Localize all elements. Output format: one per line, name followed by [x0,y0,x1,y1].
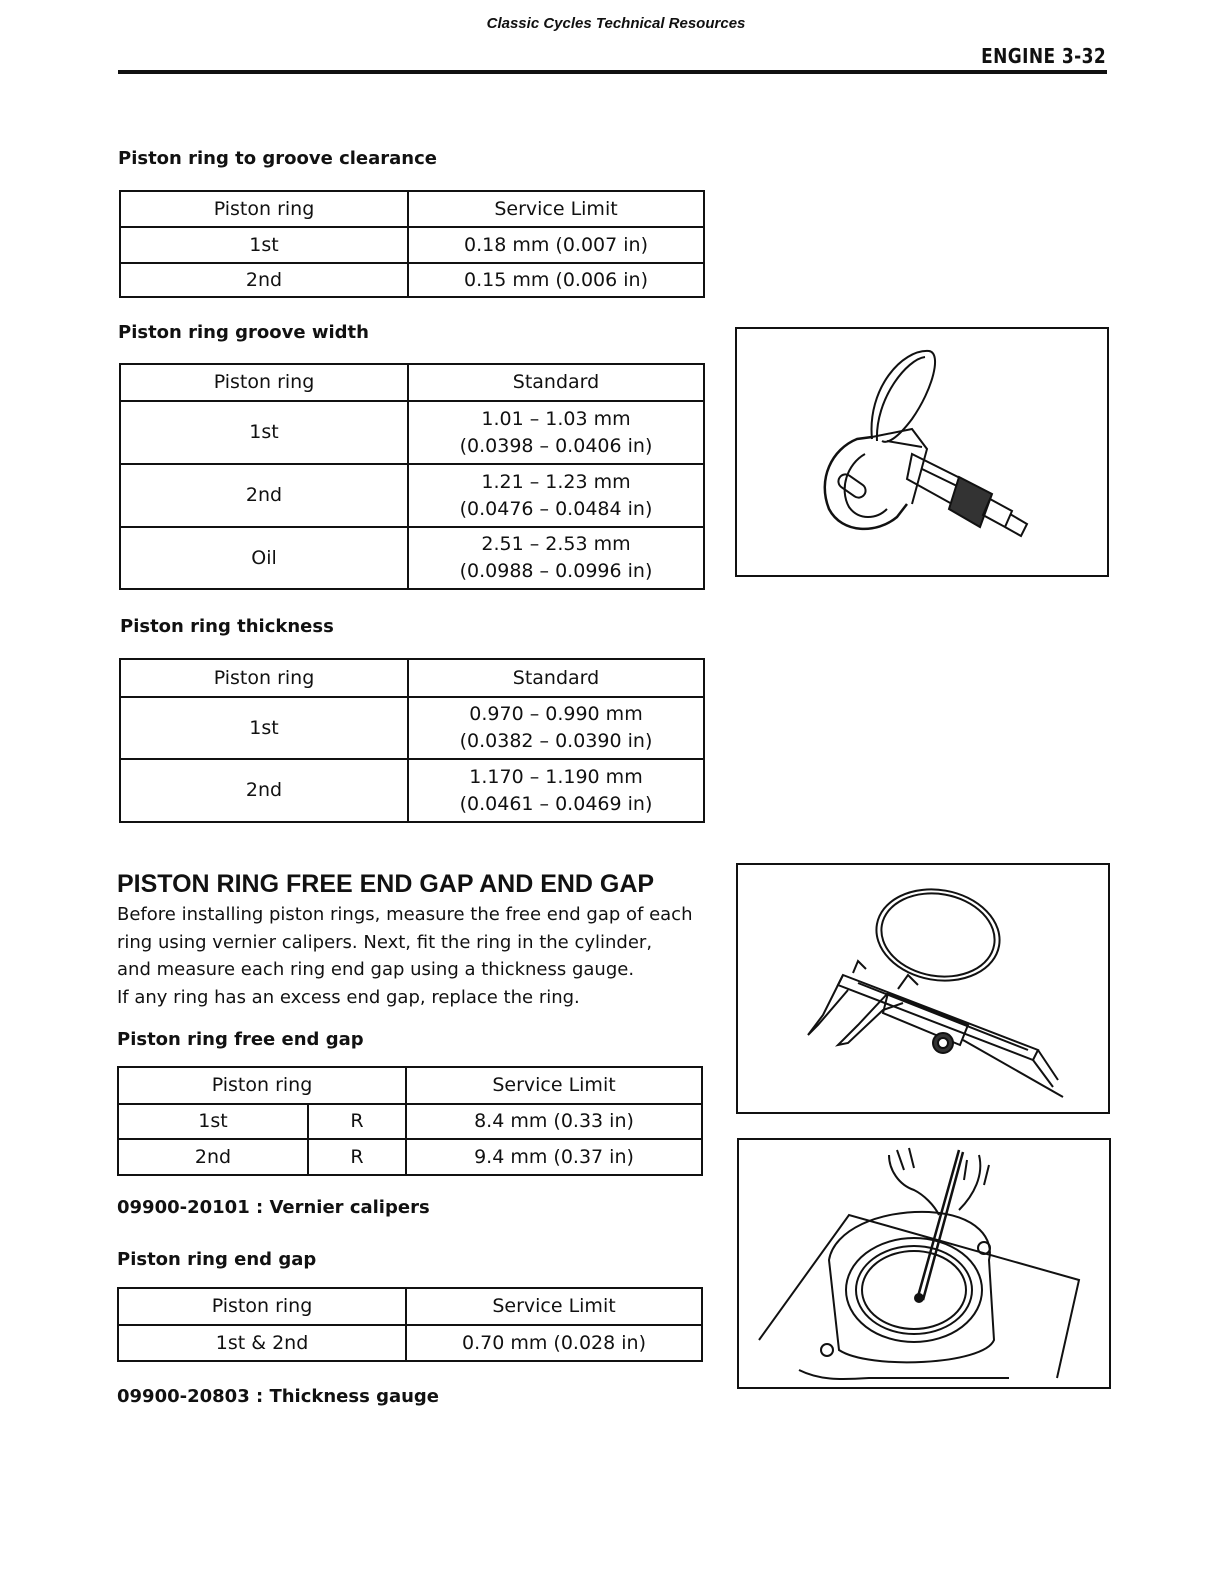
col-header-piston-ring: Piston ring [118,1288,406,1325]
section-page-number: ENGINE 3-32 [980,44,1106,68]
value-cell: 0.70 mm (0.028 in) [406,1325,702,1361]
paragraph-line: and measure each ring end gap using a thickness gauge. [117,959,635,980]
ring-cell: 2nd [118,1139,308,1175]
groove-clearance-label: Piston ring to groove clearance [118,148,437,169]
mark-cell: R [308,1104,406,1139]
ring-cell: 1st [118,1104,308,1139]
thickness-table [119,658,705,823]
col-header-piston-ring: Piston ring [120,364,408,401]
ring-cell: 2nd [120,464,408,527]
ring-cell: Oil [120,527,408,589]
value-cell [408,759,704,822]
vernier-calipers-illustration [738,865,1108,1112]
value-cell: 0.18 mm (0.007 in) [408,227,704,263]
value-cell [408,464,704,527]
value-cell: 8.4 mm (0.33 in) [406,1104,702,1139]
micrometer-illustration [737,329,1107,575]
table-row [118,1325,702,1361]
table-row [120,401,704,464]
ring-cell: 1st [120,401,408,464]
end-gap-table [117,1287,703,1362]
value-cell: 9.4 mm (0.37 in) [406,1139,702,1175]
table-row [118,1139,702,1175]
value-in: (0.0476 – 0.0484 in) [459,497,653,520]
table-row [120,227,704,263]
section-paragraph [117,901,717,1011]
value-mm: 1.21 – 1.23 mm [481,470,631,493]
col-header-service-limit: Service Limit [406,1288,702,1325]
section-heading: PISTON RING FREE END GAP AND END GAP [117,870,655,898]
groove-clearance-table [119,190,705,298]
ring-cell: 1st & 2nd [118,1325,406,1361]
value-mm: 1.170 – 1.190 mm [469,765,643,788]
col-header-standard: Standard [408,364,704,401]
mark-cell: R [308,1139,406,1175]
thickness-gauge-figure [737,1138,1111,1389]
table-row [120,263,704,297]
paragraph-line: Before installing piston rings, measure the free end gap of each [117,904,693,925]
paragraph-line: If any ring has an excess end gap, replace the ring. [117,986,580,1008]
thickness-gauge-tool-number: 09900-20803 : Thickness gauge [117,1386,440,1407]
value-in: (0.0988 – 0.0996 in) [459,560,653,582]
ring-cell: 2nd [120,263,408,297]
free-end-gap-label: Piston ring free end gap [117,1029,364,1050]
col-header-piston-ring: Piston ring [120,659,408,697]
col-header-piston-ring: Piston ring [120,191,408,227]
col-header-piston-ring: Piston ring [118,1067,406,1104]
table-row [118,1104,702,1139]
table-row [120,697,704,759]
value-cell [408,401,704,464]
groove-width-label: Piston ring groove width [118,322,369,343]
paragraph-line: ring using vernier calipers. Next, fit the ring in the cylinder, [117,931,653,953]
vernier-tool-number: 09900-20101 : Vernier calipers [117,1197,430,1218]
table-row [120,464,704,527]
value-in: (0.0382 – 0.0390 in) [459,730,653,752]
value-mm: 2.51 – 2.53 mm [481,533,631,555]
table-row [120,759,704,822]
ring-cell: 1st [120,697,408,759]
value-cell: 0.15 mm (0.006 in) [408,263,704,297]
value-in: (0.0398 – 0.0406 in) [459,434,653,457]
ring-cell: 1st [120,227,408,263]
value-mm: 1.01 – 1.03 mm [481,407,631,430]
vernier-calipers-figure [736,863,1110,1114]
col-header-service-limit: Service Limit [408,191,704,227]
groove-width-table [119,363,705,590]
thickness-label: Piston ring thickness [120,616,334,637]
source-caption: Classic Cycles Technical Resources [486,15,746,32]
value-cell [408,697,704,759]
col-header-standard: Standard [408,659,704,697]
value-mm: 0.970 – 0.990 mm [469,703,643,725]
header-rule [118,70,1107,74]
value-cell [408,527,704,589]
end-gap-label: Piston ring end gap [117,1249,317,1270]
thickness-gauge-illustration [739,1140,1109,1387]
free-end-gap-table [117,1066,703,1176]
col-header-service-limit: Service Limit [406,1067,702,1104]
value-in: (0.0461 – 0.0469 in) [459,792,653,815]
micrometer-figure [735,327,1109,577]
ring-cell: 2nd [120,759,408,822]
table-row [120,527,704,589]
